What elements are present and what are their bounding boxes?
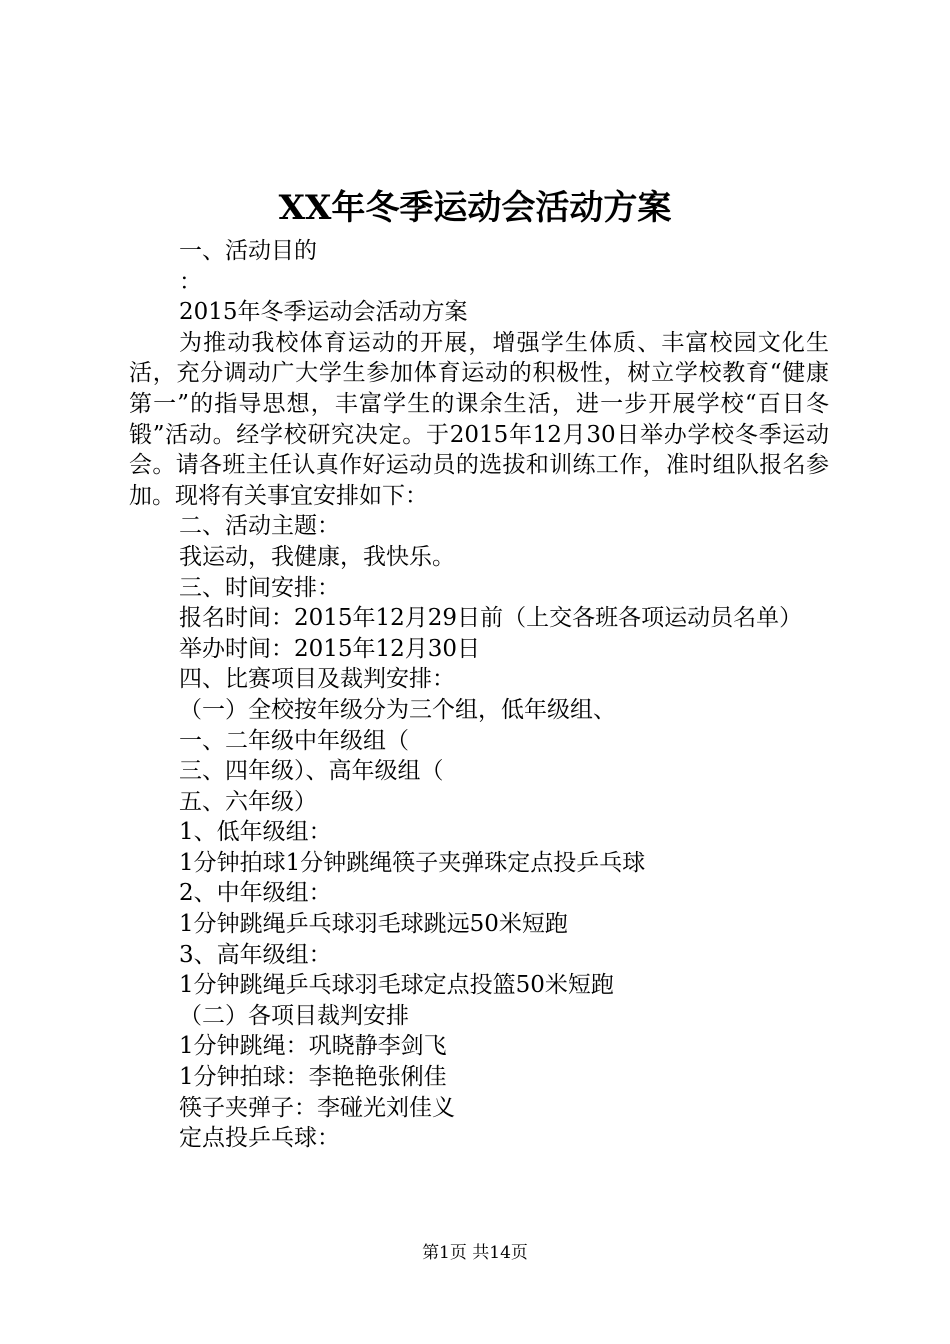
group-events-low: 1分钟拍球1分钟跳绳筷子夹弹珠定点投乒乓球 xyxy=(179,849,646,876)
group-heading-high: 3、高年级组： xyxy=(179,941,332,968)
referee-line: 定点投乒乓球： xyxy=(179,1125,340,1152)
document-body xyxy=(129,236,829,1154)
section-heading-schedule: 三、时间安排： xyxy=(179,574,340,601)
referee-line: 1分钟跳绳：巩晓静李剑飞 xyxy=(179,1033,447,1060)
group-heading-middle: 2、中年级组： xyxy=(179,880,332,907)
referee-line: 1分钟拍球：李艳艳张俐佳 xyxy=(179,1064,447,1091)
text-line: （一）全校按年级分为三个组，低年级组、 xyxy=(179,696,616,723)
text-line: 三、四年级）、高年级组（ xyxy=(179,758,444,785)
text-line: 五、六年级） xyxy=(179,788,317,815)
event-time: 举办时间：2015年12月30日 xyxy=(179,635,481,662)
text-line: 一、二年级中年级组（ xyxy=(179,727,409,754)
group-events-high: 1分钟跳绳乒乓球羽毛球定点投篮50米短跑 xyxy=(179,972,614,999)
document-title: XX年冬季运动会活动方案 xyxy=(278,188,672,228)
registration-time: 报名时间：2015年12月29日前（上交各班各项运动员名单） xyxy=(179,605,803,632)
page-number-footer: 第1页 共14页 xyxy=(422,1243,528,1263)
section-heading-purpose: 一、活动目的 xyxy=(179,238,317,264)
purpose-paragraph: 为推动我校体育运动的开展，增强学生体质、丰富校园文化生活，充分调动广大学生参加体育运动的积极性，树立学校教育“健康第一”的指导思想，丰富学生的课余生活，进一步开展学校“百日冬锻”活动。经学校研究决定。于2015年12月30日举办学校冬季运动会。请各班主任认真作好运动员的选拔和训练工作，准时组队报名参加。现将有关事宜安排如下： xyxy=(129,329,829,509)
theme-text: 我运动，我健康，我快乐。 xyxy=(179,543,455,570)
section-heading-theme: 二、活动主题： xyxy=(179,513,340,540)
subtitle-line: 2015年冬季运动会活动方案 xyxy=(179,299,468,326)
section-heading-events: 四、比赛项目及裁判安排： xyxy=(179,666,455,693)
referee-line: 筷子夹弹子：李碰光刘佳义 xyxy=(179,1094,455,1121)
group-events-middle: 1分钟跳绳乒乓球羽毛球跳远50米短跑 xyxy=(179,911,568,938)
group-heading-low: 1、低年级组： xyxy=(179,819,332,846)
text-line: ： xyxy=(179,268,202,295)
referee-heading: （二）各项目裁判安排 xyxy=(179,1002,409,1029)
